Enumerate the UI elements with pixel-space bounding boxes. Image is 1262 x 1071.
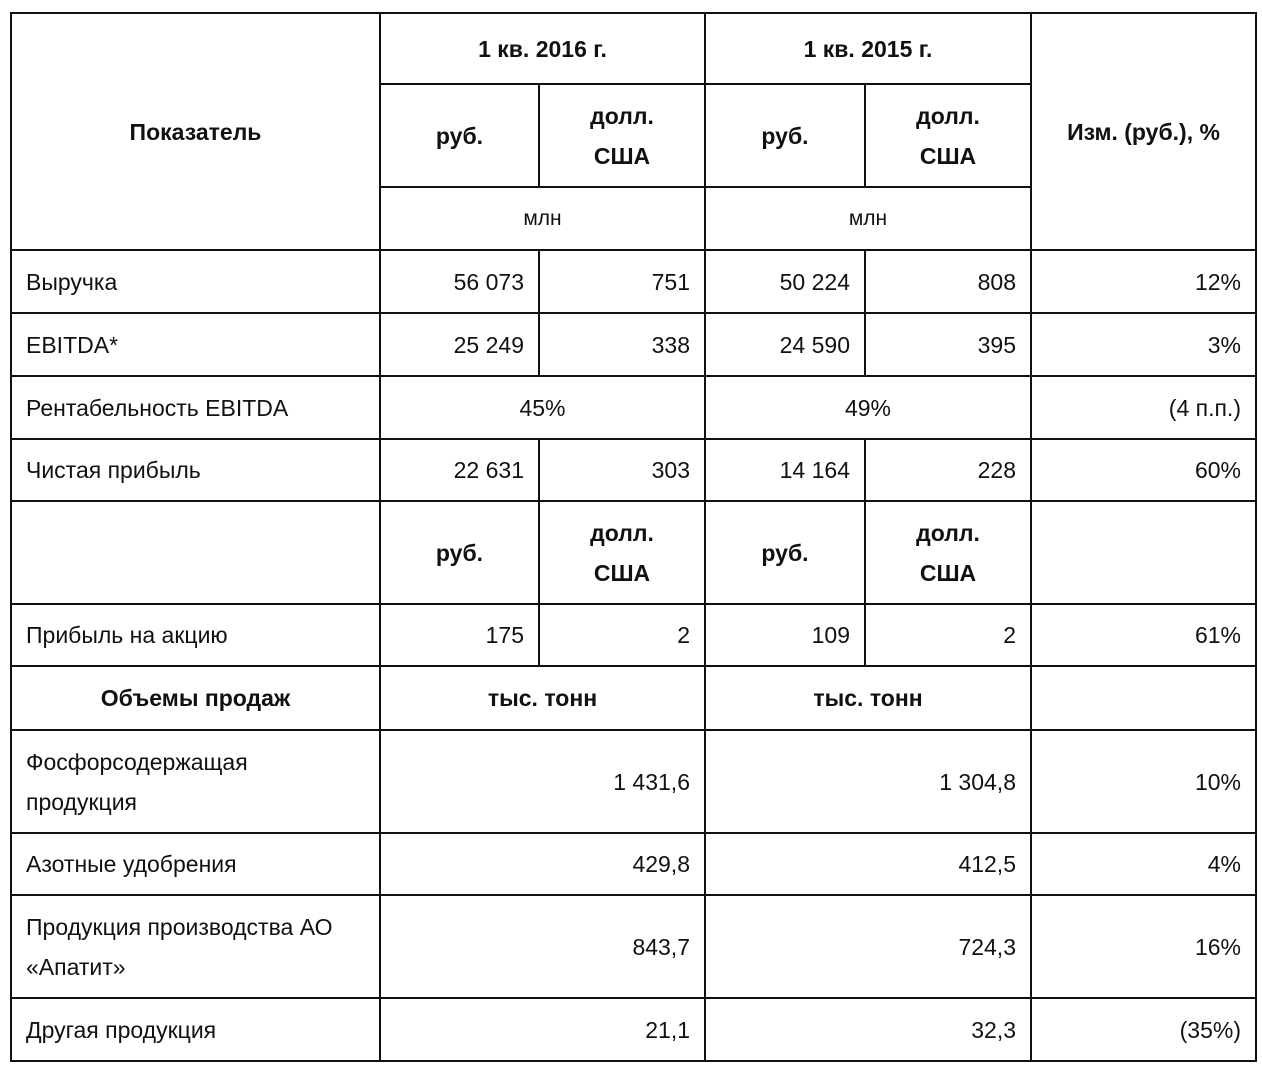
table-row xyxy=(11,376,1256,439)
empty-cell xyxy=(11,501,380,604)
cell-value-2016: 1 431,6 xyxy=(380,730,705,833)
indicator-header: Показатель xyxy=(11,13,380,250)
eps-usd-2015-header: долл. США xyxy=(865,501,1031,604)
table-row xyxy=(11,439,1256,501)
cell-value-2016: 45% xyxy=(380,376,705,439)
cell-change: 12% xyxy=(1031,250,1256,313)
table-row xyxy=(11,730,1256,833)
unit-2016: млн xyxy=(380,187,705,250)
row-label: Продукция производства АО «Апатит» xyxy=(11,895,380,998)
cell-usd-2016: 338 xyxy=(539,313,705,376)
cell-value-2016: 429,8 xyxy=(380,833,705,895)
row-label: Чистая прибыль xyxy=(11,439,380,501)
cell-change: 10% xyxy=(1031,730,1256,833)
sales-unit-2016: тыс. тонн xyxy=(380,666,705,730)
empty-cell xyxy=(1031,666,1256,730)
eps-rub-2016-header: руб. xyxy=(380,501,539,604)
cell-change: 61% xyxy=(1031,604,1256,666)
cell-usd-2016: 751 xyxy=(539,250,705,313)
cell-value-2015: 412,5 xyxy=(705,833,1031,895)
row-label: Прибыль на акцию xyxy=(11,604,380,666)
cell-usd-2016: 303 xyxy=(539,439,705,501)
cell-rub-2016: 22 631 xyxy=(380,439,539,501)
row-label: Другая продукция xyxy=(11,998,380,1061)
cell-value-2015: 1 304,8 xyxy=(705,730,1031,833)
empty-cell xyxy=(1031,501,1256,604)
sales-header-label: Объемы продаж xyxy=(11,666,380,730)
sales-unit-2015: тыс. тонн xyxy=(705,666,1031,730)
row-label: Азотные удобрения xyxy=(11,833,380,895)
cell-rub-2015: 109 xyxy=(705,604,865,666)
cell-value-2015: 32,3 xyxy=(705,998,1031,1061)
cell-rub-2015: 24 590 xyxy=(705,313,865,376)
table-row xyxy=(11,895,1256,998)
rub-2016-header: руб. xyxy=(380,84,539,187)
cell-usd-2015: 395 xyxy=(865,313,1031,376)
cell-change: (35%) xyxy=(1031,998,1256,1061)
usd-2016-header: долл. США xyxy=(539,84,705,187)
row-label: Выручка xyxy=(11,250,380,313)
cell-change: 16% xyxy=(1031,895,1256,998)
period-2015-header: 1 кв. 2015 г. xyxy=(705,13,1031,84)
unit-2015: млн xyxy=(705,187,1031,250)
cell-usd-2015: 808 xyxy=(865,250,1031,313)
eps-currency-header-row xyxy=(11,501,1256,604)
period-2016-header: 1 кв. 2016 г. xyxy=(380,13,705,84)
cell-rub-2016: 56 073 xyxy=(380,250,539,313)
cell-value-2016: 21,1 xyxy=(380,998,705,1061)
eps-rub-2015-header: руб. xyxy=(705,501,865,604)
change-header: Изм. (руб.), % xyxy=(1031,13,1256,250)
cell-rub-2015: 50 224 xyxy=(705,250,865,313)
cell-value-2016: 843,7 xyxy=(380,895,705,998)
cell-rub-2015: 14 164 xyxy=(705,439,865,501)
cell-change: 4% xyxy=(1031,833,1256,895)
cell-usd-2016: 2 xyxy=(539,604,705,666)
cell-usd-2015: 2 xyxy=(865,604,1031,666)
usd-2015-header: долл. США xyxy=(865,84,1031,187)
table-row xyxy=(11,604,1256,666)
sales-header-row xyxy=(11,666,1256,730)
cell-value-2015: 49% xyxy=(705,376,1031,439)
cell-usd-2015: 228 xyxy=(865,439,1031,501)
header-row-periods xyxy=(11,13,1256,84)
table-row xyxy=(11,998,1256,1061)
cell-rub-2016: 175 xyxy=(380,604,539,666)
row-label: Рентабельность EBITDA xyxy=(11,376,380,439)
rub-2015-header: руб. xyxy=(705,84,865,187)
cell-rub-2016: 25 249 xyxy=(380,313,539,376)
row-label: EBITDA* xyxy=(11,313,380,376)
eps-usd-2016-header: долл. США xyxy=(539,501,705,604)
cell-change: (4 п.п.) xyxy=(1031,376,1256,439)
table-row xyxy=(11,313,1256,376)
cell-change: 60% xyxy=(1031,439,1256,501)
cell-change: 3% xyxy=(1031,313,1256,376)
table-row xyxy=(11,833,1256,895)
table-row xyxy=(11,250,1256,313)
financial-results-table xyxy=(10,12,1257,1062)
row-label: Фосфорсодержащая продукция xyxy=(11,730,380,833)
cell-value-2015: 724,3 xyxy=(705,895,1031,998)
